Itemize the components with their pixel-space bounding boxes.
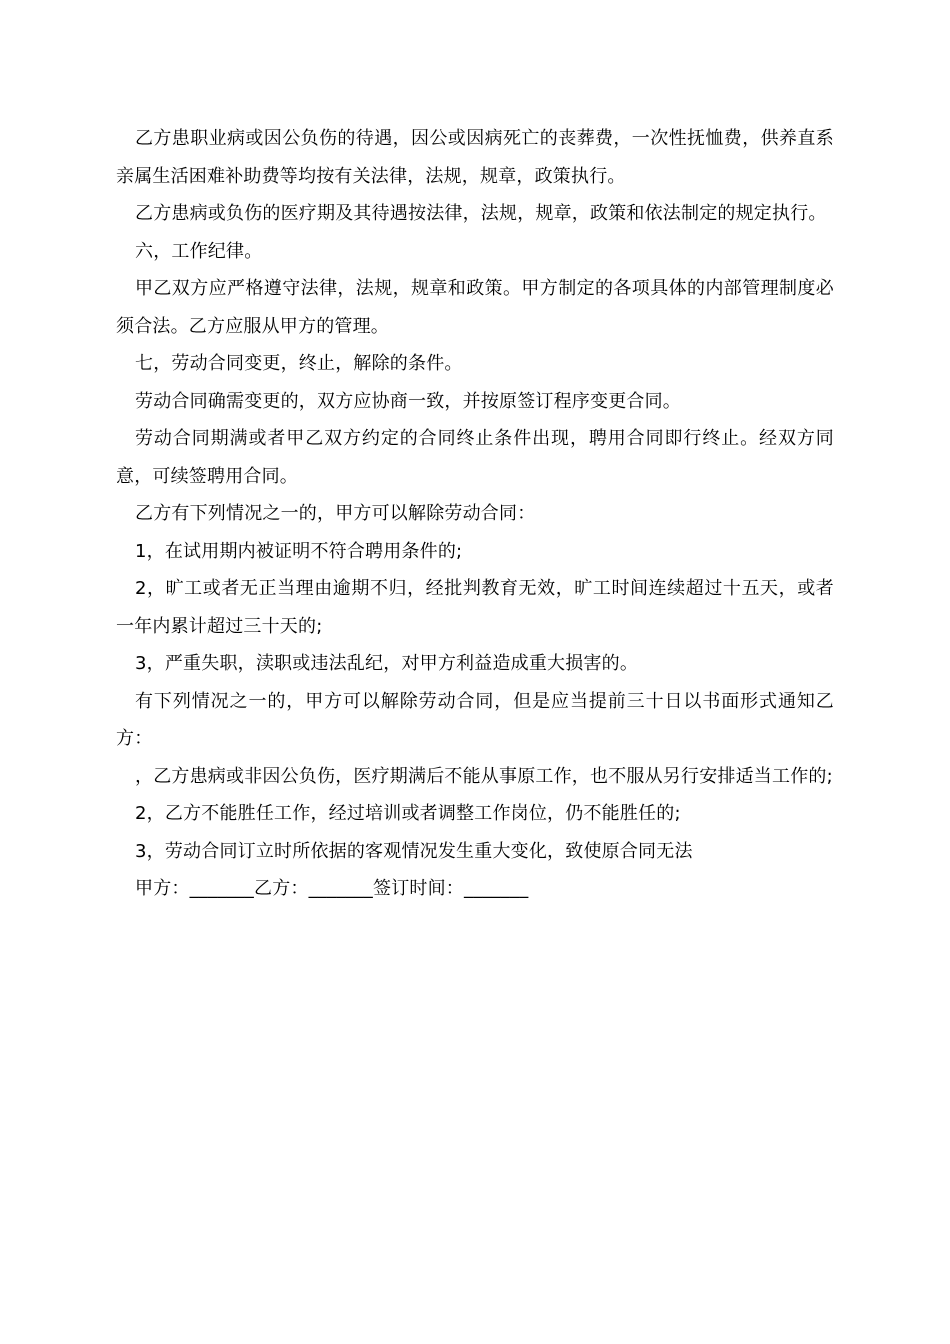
paragraph-notice-termination-intro: 有下列情况之一的，甲方可以解除劳动合同，但是应当提前三十日以书面形式通知乙方： <box>116 690 834 749</box>
paragraph-medical-period: 乙方患病或负伤的医疗期及其待遇按法律，法规，规章，政策和依法制定的规定执行。 <box>135 203 827 224</box>
list-item-circumstance-change: 3，劳动合同订立时所依据的客观情况发生重大变化，致使原合同无法 <box>135 840 693 862</box>
signature-line: 甲方：_______乙方：_______签订时间：_______ <box>135 878 529 899</box>
list-item-absenteeism: 2，旷工或者无正当理由逾期不归，经批判教育无效，旷工时间连续超过十五天，或者一年内累计超过三十天的; <box>116 578 834 637</box>
list-item-probation: 1，在试用期内被证明不符合聘用条件的; <box>135 540 463 562</box>
paragraph-discipline-rules: 甲乙双方应严格遵守法律，法规，规章和政策。甲方制定的各项具体的内部管理制度必须合法。乙方应服从甲方的管理。 <box>116 278 834 337</box>
section-heading-contract-change: 七，劳动合同变更，终止，解除的条件。 <box>135 353 463 374</box>
section-heading-work-discipline: 六，工作纪律。 <box>135 240 263 262</box>
list-item-illness: ，乙方患病或非因公负伤，医疗期满后不能从事原工作，也不服从另行安排适当工作的; <box>135 765 833 787</box>
paragraph-injury-benefits: 乙方患职业病或因公负伤的待遇，因公或因病死亡的丧葬费，一次性抚恤费，供养直系亲属生活困难补助费等均按有关法律，法规，规章，政策执行。 <box>116 128 834 187</box>
document-body <box>116 120 834 908</box>
paragraph-contract-expiry: 劳动合同期满或者甲乙双方约定的合同终止条件出现，聘用合同即行终止。经双方同意，可续签聘用合同。 <box>116 428 834 487</box>
list-item-incompetence: 2，乙方不能胜任工作，经过培训或者调整工作岗位，仍不能胜任的; <box>135 803 681 824</box>
paragraph-contract-change: 劳动合同确需变更的，双方应协商一致，并按原签订程序变更合同。 <box>135 390 681 412</box>
paragraph-termination-intro: 乙方有下列情况之一的，甲方可以解除劳动合同： <box>135 503 536 524</box>
list-item-misconduct: 3，严重失职，渎职或违法乱纪，对甲方利益造成重大损害的。 <box>135 653 639 674</box>
